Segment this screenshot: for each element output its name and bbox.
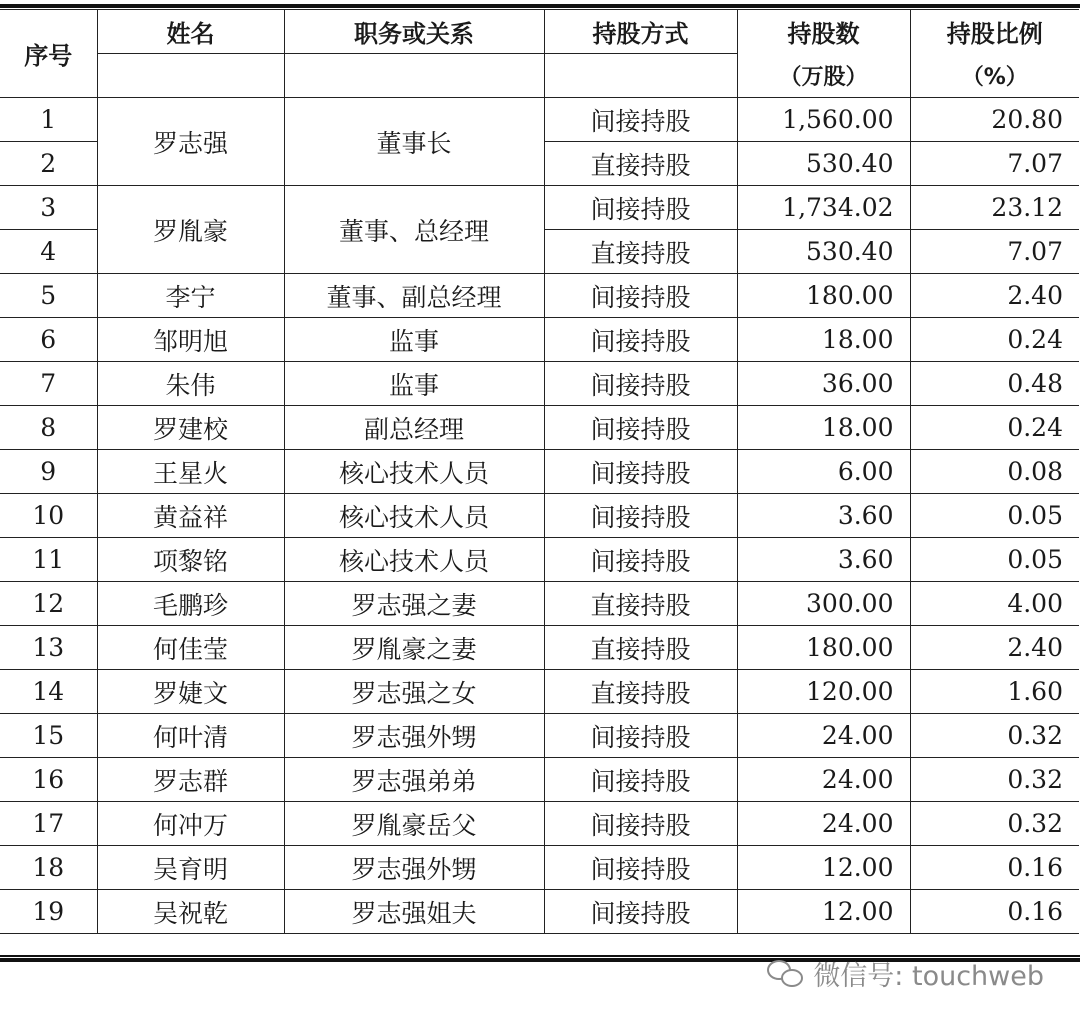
cell-role: 副总经理 — [284, 406, 544, 450]
cell-ratio: 0.32 — [910, 714, 1079, 758]
table-row — [0, 538, 1079, 582]
cell-seq: 14 — [0, 670, 97, 714]
table-row — [0, 362, 1079, 406]
table-row — [0, 406, 1079, 450]
header-method-blank — [544, 54, 737, 98]
cell-name: 王星火 — [97, 450, 284, 494]
cell-role: 罗胤豪岳父 — [284, 802, 544, 846]
cell-method: 间接持股 — [544, 758, 737, 802]
cell-name: 邹明旭 — [97, 318, 284, 362]
cell-name: 吴祝乾 — [97, 890, 284, 934]
cell-seq: 13 — [0, 626, 97, 670]
table-row — [0, 450, 1079, 494]
cell-ratio: 0.24 — [910, 406, 1079, 450]
cell-shares: 3.60 — [737, 494, 910, 538]
header-ratio: 持股比例 — [910, 10, 1079, 54]
cell-ratio: 0.32 — [910, 758, 1079, 802]
cell-method: 间接持股 — [544, 406, 737, 450]
cell-seq: 11 — [0, 538, 97, 582]
cell-seq: 12 — [0, 582, 97, 626]
cell-name: 何佳莹 — [97, 626, 284, 670]
cell-role: 罗志强之女 — [284, 670, 544, 714]
header-seq: 序号 — [0, 10, 97, 98]
cell-method: 直接持股 — [544, 142, 737, 186]
cell-ratio: 0.32 — [910, 802, 1079, 846]
cell-role: 核心技术人员 — [284, 494, 544, 538]
cell-seq: 17 — [0, 802, 97, 846]
cell-method: 间接持股 — [544, 186, 737, 230]
cell-ratio: 7.07 — [910, 142, 1079, 186]
table-row — [0, 758, 1079, 802]
cell-shares: 3.60 — [737, 538, 910, 582]
header-unit-row — [0, 54, 1079, 98]
cell-method: 间接持股 — [544, 538, 737, 582]
shareholding-table — [0, 9, 1079, 934]
header-method: 持股方式 — [544, 10, 737, 54]
cell-shares: 1,734.02 — [737, 186, 910, 230]
cell-name: 罗胤豪 — [97, 186, 284, 274]
watermark — [767, 954, 1044, 993]
cell-name: 项黎铭 — [97, 538, 284, 582]
header-name: 姓名 — [97, 10, 284, 54]
cell-shares: 180.00 — [737, 626, 910, 670]
watermark-text: 微信号: touchweb — [813, 961, 1044, 992]
table-row — [0, 494, 1079, 538]
cell-seq: 15 — [0, 714, 97, 758]
cell-shares: 300.00 — [737, 582, 910, 626]
cell-role: 罗志强姐夫 — [284, 890, 544, 934]
cell-name: 罗婕文 — [97, 670, 284, 714]
table-top-rule — [0, 4, 1080, 8]
cell-method: 间接持股 — [544, 494, 737, 538]
cell-name: 吴育明 — [97, 846, 284, 890]
cell-name: 何冲万 — [97, 802, 284, 846]
cell-ratio: 23.12 — [910, 186, 1079, 230]
cell-method: 间接持股 — [544, 318, 737, 362]
cell-ratio: 0.24 — [910, 318, 1079, 362]
cell-method: 间接持股 — [544, 362, 737, 406]
table-row — [0, 98, 1079, 142]
cell-ratio: 7.07 — [910, 230, 1079, 274]
cell-method: 间接持股 — [544, 714, 737, 758]
cell-role: 罗志强外甥 — [284, 714, 544, 758]
cell-role: 董事、副总经理 — [284, 274, 544, 318]
table-row — [0, 186, 1079, 230]
cell-ratio: 4.00 — [910, 582, 1079, 626]
cell-ratio: 2.40 — [910, 626, 1079, 670]
cell-seq: 6 — [0, 318, 97, 362]
cell-method: 间接持股 — [544, 846, 737, 890]
cell-name: 朱伟 — [97, 362, 284, 406]
cell-ratio: 0.16 — [910, 846, 1079, 890]
cell-ratio: 0.05 — [910, 538, 1079, 582]
cell-role: 董事、总经理 — [284, 186, 544, 274]
cell-method: 间接持股 — [544, 274, 737, 318]
cell-role: 罗志强之妻 — [284, 582, 544, 626]
cell-shares: 24.00 — [737, 758, 910, 802]
cell-seq: 8 — [0, 406, 97, 450]
cell-ratio: 0.05 — [910, 494, 1079, 538]
header-name-blank — [97, 54, 284, 98]
cell-method: 间接持股 — [544, 450, 737, 494]
header-shares-unit: （万股） — [737, 54, 910, 98]
table-row — [0, 802, 1079, 846]
cell-role: 监事 — [284, 318, 544, 362]
cell-shares: 18.00 — [737, 318, 910, 362]
cell-role: 核心技术人员 — [284, 450, 544, 494]
cell-ratio: 0.48 — [910, 362, 1079, 406]
header-role: 职务或关系 — [284, 10, 544, 54]
header-ratio-unit: （%） — [910, 54, 1079, 98]
cell-role: 董事长 — [284, 98, 544, 186]
cell-name: 罗建校 — [97, 406, 284, 450]
cell-name: 罗志群 — [97, 758, 284, 802]
header-role-blank — [284, 54, 544, 98]
cell-shares: 18.00 — [737, 406, 910, 450]
table-row — [0, 714, 1079, 758]
cell-shares: 36.00 — [737, 362, 910, 406]
wechat-icon — [767, 958, 805, 990]
cell-seq: 4 — [0, 230, 97, 274]
cell-seq: 7 — [0, 362, 97, 406]
cell-shares: 12.00 — [737, 846, 910, 890]
cell-shares: 1,560.00 — [737, 98, 910, 142]
cell-ratio: 0.16 — [910, 890, 1079, 934]
cell-ratio: 0.08 — [910, 450, 1079, 494]
header-shares: 持股数 — [737, 10, 910, 54]
cell-seq: 18 — [0, 846, 97, 890]
cell-name: 毛鹏珍 — [97, 582, 284, 626]
table-row — [0, 318, 1079, 362]
cell-seq: 10 — [0, 494, 97, 538]
cell-seq: 9 — [0, 450, 97, 494]
cell-method: 直接持股 — [544, 626, 737, 670]
cell-shares: 24.00 — [737, 714, 910, 758]
cell-method: 直接持股 — [544, 582, 737, 626]
cell-method: 间接持股 — [544, 802, 737, 846]
cell-shares: 530.40 — [737, 142, 910, 186]
cell-shares: 120.00 — [737, 670, 910, 714]
cell-seq: 3 — [0, 186, 97, 230]
cell-ratio: 20.80 — [910, 98, 1079, 142]
cell-method: 间接持股 — [544, 98, 737, 142]
table-row — [0, 670, 1079, 714]
table-row — [0, 274, 1079, 318]
cell-shares: 180.00 — [737, 274, 910, 318]
table-row — [0, 626, 1079, 670]
cell-role: 罗志强外甥 — [284, 846, 544, 890]
header-row — [0, 10, 1079, 54]
cell-seq: 16 — [0, 758, 97, 802]
cell-name: 李宁 — [97, 274, 284, 318]
table-row — [0, 890, 1079, 934]
cell-name: 何叶清 — [97, 714, 284, 758]
cell-shares: 530.40 — [737, 230, 910, 274]
cell-role: 核心技术人员 — [284, 538, 544, 582]
cell-method: 间接持股 — [544, 890, 737, 934]
cell-ratio: 1.60 — [910, 670, 1079, 714]
cell-shares: 6.00 — [737, 450, 910, 494]
cell-name: 罗志强 — [97, 98, 284, 186]
cell-seq: 2 — [0, 142, 97, 186]
cell-shares: 24.00 — [737, 802, 910, 846]
cell-name: 黄益祥 — [97, 494, 284, 538]
cell-role: 罗胤豪之妻 — [284, 626, 544, 670]
cell-ratio: 2.40 — [910, 274, 1079, 318]
table-row — [0, 846, 1079, 890]
cell-seq: 1 — [0, 98, 97, 142]
cell-seq: 19 — [0, 890, 97, 934]
table-row — [0, 582, 1079, 626]
cell-role: 罗志强弟弟 — [284, 758, 544, 802]
cell-method: 直接持股 — [544, 670, 737, 714]
cell-role: 监事 — [284, 362, 544, 406]
cell-shares: 12.00 — [737, 890, 910, 934]
cell-seq: 5 — [0, 274, 97, 318]
cell-method: 直接持股 — [544, 230, 737, 274]
